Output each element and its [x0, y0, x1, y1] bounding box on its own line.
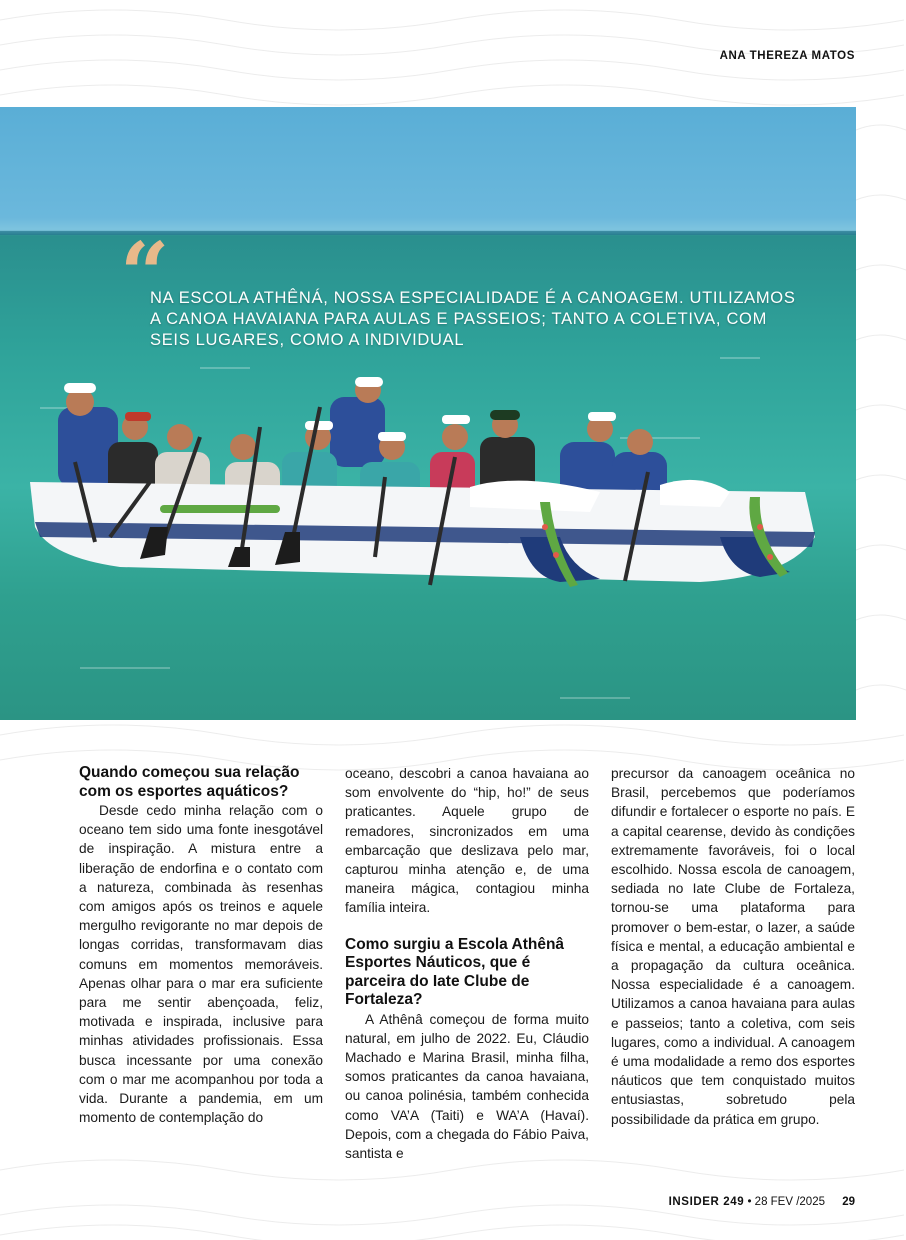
issue-date: 28 FEV /2025 — [754, 1196, 825, 1208]
page-number: 29 — [842, 1196, 855, 1208]
magazine-issue: INSIDER 249 — [668, 1196, 745, 1208]
interview-answer-1-part-1: Desde cedo minha relação com o oceano tem sido uma fonte inesgotável de inspiração. A mistura entre a liberação de endorfina e o contato com a natureza, combinada às resenhas com amigos após os treinos e aquele mergulho revigorante no mar depois de longas corridas, transformavam dias comuns em momentos memoráveis. Apenas olhar para o mar era suficiente para me sentir abençoada, feliz, motivada e inspirada, inclusive para minhas atividades profissionais. Essa busca incessante por uma conexão com o mar me acompanhou por toda a vida. Durante a pandemia, em um momento de contemplação do — [79, 803, 323, 1126]
interview-answer-1-part-2: oceano, descobri a canoa havaiana ao som envolvente do “hip, ho!” de seus praticantes. Aquele grupo de remadores, sincronizados em uma embarcação que deslizava pelo mar, capturou minha atenção e, de uma maneira mágica, contagiou minha família inteira. — [345, 766, 589, 916]
canoe-hull — [30, 480, 815, 582]
canoe-photo — [0, 107, 856, 720]
interview-answer-2-part-2: precursor da canoagem oceânica no Brasil, percebemos que poderíamos difundir e fortalecer o esporte no país. E a capital cearense, devido às condições extremamente favoráveis, foi o local escolhido. Nossa escola de canoagem, sediada no Iate Clube de Fortaleza, tornou-se uma plataforma para promover o bem-estar, o lazer, a saúde física e mental, a educação ambiental e a propagação da cultura oceânica. Nossa especialidade é a canoagem. Utilizamos a canoa havaiana para aulas e passeios; tanto a coletiva, com seis lugares, como a individual. A canoagem é uma modalidade a remo dos esportes náuticos que tem conquistado muitos entusiastas, sobretudo pela possibilidade da prática em grupo. — [611, 766, 855, 1127]
pull-quote: NA ESCOLA ATHÊNÁ, NOSSA ESPECIALIDADE É A CANOAGEM. UTILIZAMOS A CANOA HAVAIANA PARA AULAS E PASSEIOS; TANTO A COLETIVA, COM SEIS LUGARES, COMO A INDIVIDUAL — [150, 289, 796, 349]
quote-mark-icon: “ — [120, 224, 170, 325]
article-column-3 — [611, 764, 855, 1129]
footer-separator: • — [747, 1196, 752, 1208]
article-column-1 — [79, 764, 323, 1127]
page-footer — [669, 1196, 855, 1208]
canoe-illustration — [0, 107, 856, 720]
interview-question-1: Quando começou sua relação com os esportes aquáticos? — [79, 764, 300, 800]
interview-question-2: Como surgiu a Escola Athênâ Esportes Náuticos, que é parceira do Iate Clube de Fortaleza? — [345, 935, 565, 1009]
author-name: ANA THEREZA MATOS — [719, 50, 855, 62]
interview-answer-2-part-1: A Athênâ começou de forma muito natural, em julho de 2022. Eu, Cláudio Machado e Marina Brasil, minha filha, somos praticantes da canoa havaiana, ou canoa polinésia, também conhecida como VA’A (Taiti) e WA’A (Havaí). Depois, com a chegada do Fábio Paiva, santista e — [345, 1011, 589, 1162]
article-column-2 — [345, 764, 589, 1163]
